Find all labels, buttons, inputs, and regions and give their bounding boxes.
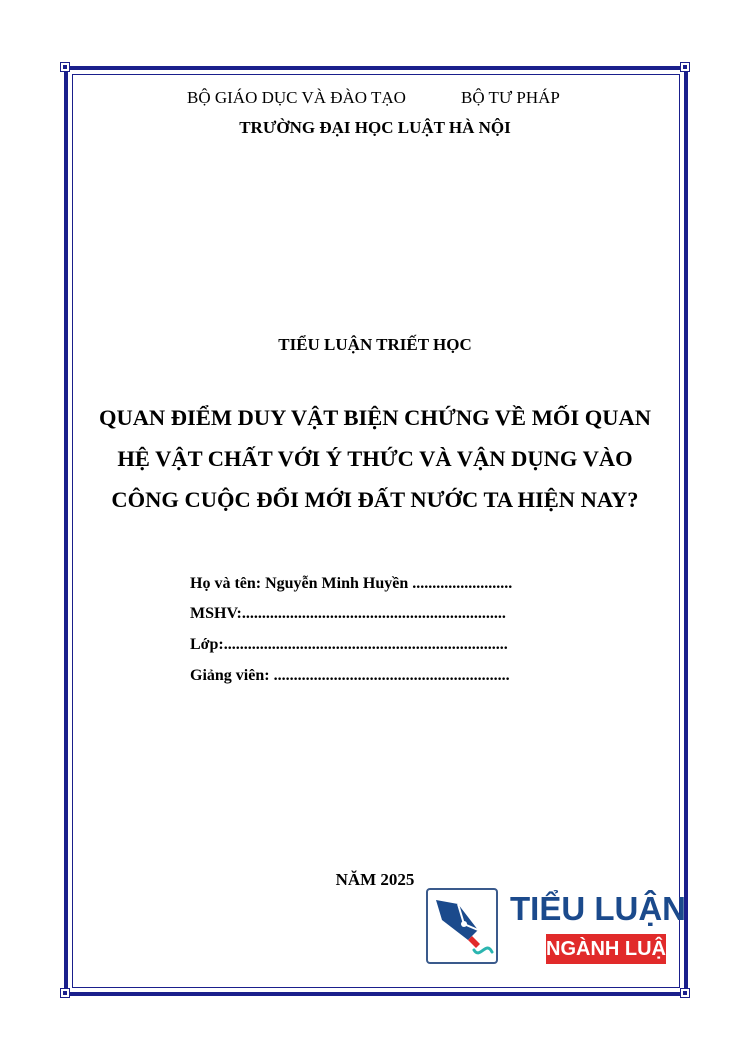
logo-title: TIỂU LUẬN bbox=[510, 890, 686, 927]
border-corner-ornament bbox=[680, 988, 690, 998]
title-line: HỆ VẬT CHẤT VỚI Ý THỨC VÀ VẬN DỤNG VÀO bbox=[117, 446, 633, 471]
university-name: TRƯỜNG ĐẠI HỌC LUẬT HÀ NỘI bbox=[239, 118, 511, 137]
logo-subtitle: NGÀNH LUẬT bbox=[546, 934, 666, 964]
year-label: NĂM 2025 bbox=[335, 870, 415, 889]
document-title bbox=[0, 397, 750, 520]
ministry-education-label: BỘ GIÁO DỤC VÀ ĐÀO TẠO bbox=[187, 88, 406, 107]
student-name-field: Họ và tên: Nguyễn Minh Huyền ......................... bbox=[190, 575, 513, 592]
class-field: Lớp:....................................................................... bbox=[190, 636, 508, 653]
title-line: CÔNG CUỘC ĐỔI MỚI ĐẤT NƯỚC TA HIỆN NAY? bbox=[111, 487, 639, 512]
student-id-field: MSHV:.................................................................. bbox=[190, 605, 506, 622]
ministry-justice-label: BỘ TƯ PHÁP bbox=[461, 88, 560, 107]
border-corner-ornament bbox=[680, 62, 690, 72]
pen-nib-icon bbox=[426, 888, 498, 964]
lecturer-field: Giảng viên: ........................................................... bbox=[190, 667, 510, 684]
page-border-inner bbox=[72, 74, 680, 988]
border-corner-ornament bbox=[60, 62, 70, 72]
border-corner-ornament bbox=[60, 988, 70, 998]
document-type: TIỂU LUẬN TRIẾT HỌC bbox=[278, 335, 472, 354]
title-line: QUAN ĐIỂM DUY VẬT BIỆN CHỨNG VỀ MỐI QUAN bbox=[98, 405, 652, 430]
watermark-logo bbox=[422, 886, 686, 968]
